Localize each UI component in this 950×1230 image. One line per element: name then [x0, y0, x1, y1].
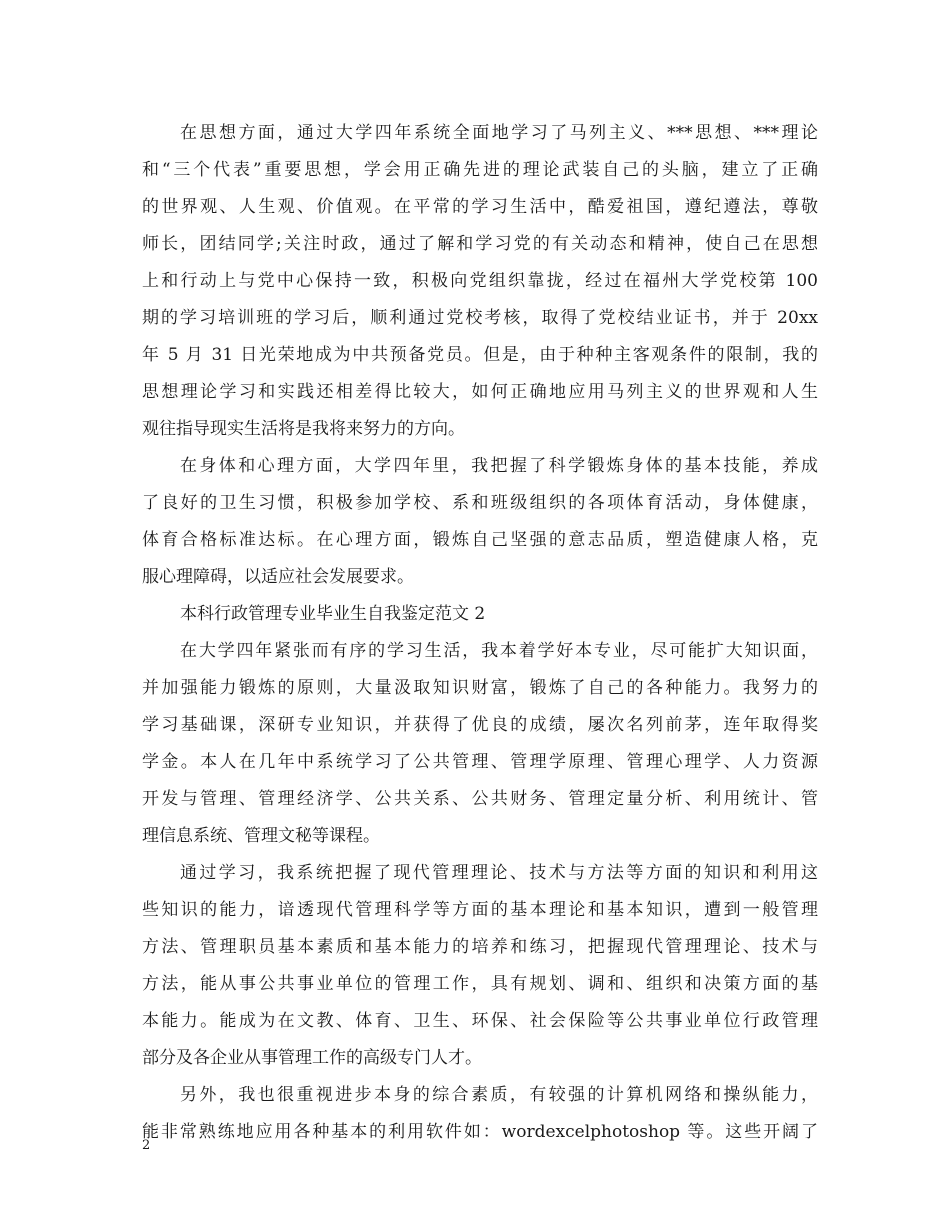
text-line: 在身体和心理方面，大学四年里，我把握了科学锻炼身体的基本技能，养成: [180, 456, 818, 476]
text-line: 在思想方面，通过大学四年系统全面地学习了马列主义、***思想、***理论: [180, 123, 818, 143]
text-line: 开发与管理、管理经济学、公共关系、公共财务、管理定量分析、利用统计、管: [142, 789, 818, 809]
text-line: 本科行政管理专业毕业生自我鉴定范文 2: [180, 604, 486, 624]
paragraph: [142, 1077, 818, 1151]
paragraph: [142, 115, 818, 448]
paragraph: [142, 855, 818, 1077]
text-line: 方法，能从事公共事业单位的管理工作，具有规划、调和、组织和决策方面的基: [142, 974, 818, 994]
text-line: 本能力。能成为在文教、体育、卫生、环保、社会保险等公共事业单位行政管理: [142, 1011, 818, 1031]
text-line: 理信息系统、管理文秘等课程。: [142, 826, 380, 846]
paragraph: [142, 596, 818, 633]
text-line: 服心理障碍，以适应社会发展要求。: [142, 567, 414, 587]
text-line: 和“三个代表”重要思想，学会用正确先进的理论武装自己的头脑，建立了正确: [142, 160, 818, 180]
text-line: 能非常熟练地应用各种基本的利用软件如：wordexcelphotoshop 等。这些开阔了: [142, 1122, 818, 1142]
text-line: 在大学四年紧张而有序的学习生活，我本着学好本专业，尽可能扩大知识面，: [180, 641, 818, 661]
text-line: 的世界观、人生观、价值观。在平常的学习生活中，酷爱祖国，遵纪遵法，尊敬: [142, 197, 818, 217]
text-line: 年 5 月 31 日光荣地成为中共预备党员。但是，由于种种主客观条件的限制，我的: [142, 345, 818, 365]
text-line: 学习基础课，深研专业知识，并获得了优良的成绩，屡次名列前茅，连年取得奖: [142, 715, 818, 735]
text-line: 体育合格标准达标。在心理方面，锻炼自己坚强的意志品质，塑造健康人格，克: [142, 530, 818, 550]
page-number: 2: [142, 1138, 151, 1153]
text-line: 期的学习培训班的学习后，顺利通过党校考核，取得了党校结业证书，并于 20xx: [142, 308, 818, 328]
document-body: [142, 115, 818, 1151]
text-line: 了良好的卫生习惯，积极参加学校、系和班级组织的各项体育活动，身体健康，: [142, 493, 818, 513]
text-line: 些知识的能力，谙透现代管理科学等方面的基本理论和基本知识，遭到一般管理: [142, 900, 818, 920]
text-line: 方法、管理职员基本素质和基本能力的培养和练习，把握现代管理理论、技术与: [142, 937, 818, 957]
text-line: 师长，团结同学;关注时政，通过了解和学习党的有关动态和精神，使自己在思想: [142, 234, 818, 254]
text-line: 学金。本人在几年中系统学习了公共管理、管理学原理、管理心理学、人力资源: [142, 752, 818, 772]
paragraph: [142, 633, 818, 855]
text-line: 通过学习，我系统把握了现代管理理论、技术与方法等方面的知识和利用这: [180, 863, 818, 883]
text-line: 观往指导现实生活将是我将来努力的方向。: [142, 419, 465, 439]
text-line: 上和行动上与党中心保持一致，积极向党组织靠拢，经过在福州大学党校第 100: [142, 271, 818, 291]
text-line: 部分及各企业从事管理工作的高级专门人才。: [142, 1048, 482, 1068]
paragraph: [142, 448, 818, 596]
text-line: 并加强能力锻炼的原则，大量汲取知识财富，锻炼了自己的各种能力。我努力的: [142, 678, 818, 698]
text-line: 思想理论学习和实践还相差得比较大，如何正确地应用马列主义的世界观和人生: [142, 382, 818, 402]
text-line: 另外，我也很重视进步本身的综合素质，有较强的计算机网络和操纵能力，: [180, 1085, 818, 1105]
